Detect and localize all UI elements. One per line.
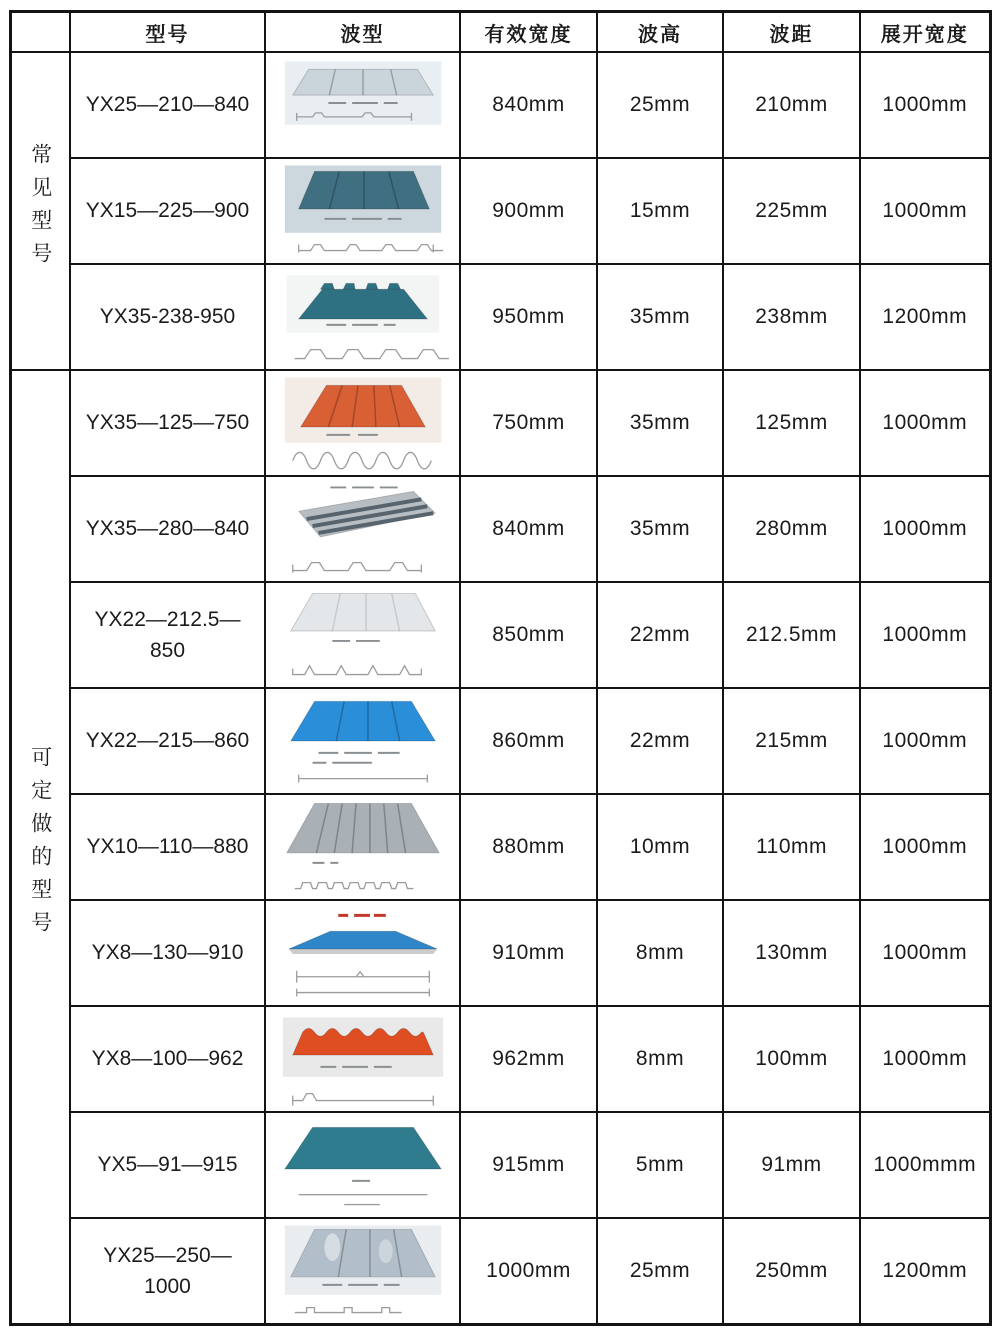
unfold-width-cell: 1000mm [860, 370, 990, 476]
wave-pitch-cell: 215mm [723, 688, 860, 794]
profile-image [269, 903, 457, 1003]
model-cell: YX22—215—860 [70, 688, 265, 794]
page [0, 10, 1000, 1338]
header-profile: 波型 [265, 12, 460, 53]
wave-height-cell: 10mm [597, 794, 723, 900]
unfold-width-cell: 1000mm [860, 688, 990, 794]
header-effective-width: 有效宽度 [460, 12, 597, 53]
table-row [10, 158, 990, 264]
panel-shine [324, 1233, 340, 1261]
unfold-width-cell: 1000mm [860, 52, 990, 158]
cross-section-drawing [292, 563, 421, 573]
profile-cell [265, 52, 460, 158]
model-cell: YX8—130—910 [70, 900, 265, 1006]
header-row [10, 12, 990, 53]
panel-shape [286, 803, 438, 852]
wave-height-cell: 25mm [597, 52, 723, 158]
group-label-custom [10, 370, 70, 1325]
unfold-width-cell: 1000mm [860, 476, 990, 582]
effective-width-cell: 840mm [460, 52, 597, 158]
model-cell: YX15—225—900 [70, 158, 265, 264]
profile-cell [265, 1218, 460, 1325]
effective-width-cell: 860mm [460, 688, 597, 794]
group-label-common [10, 52, 70, 370]
profile-image [269, 1221, 457, 1321]
cross-section-drawing [294, 1308, 401, 1313]
table-row [10, 582, 990, 688]
wave-height-cell: 25mm [597, 1218, 723, 1325]
cross-section-drawing [298, 775, 427, 783]
cross-section-drawing [292, 666, 421, 675]
cross-section-drawing [298, 245, 442, 253]
model-cell: YX25—250—1000 [70, 1218, 265, 1325]
wave-height-cell: 22mm [597, 582, 723, 688]
cross-section-drawing [298, 1195, 427, 1205]
panel-shape [290, 701, 434, 741]
panel-shape [290, 593, 434, 631]
panel-shape [298, 491, 435, 537]
table-row [10, 1112, 990, 1218]
wave-pitch-cell: 130mm [723, 900, 860, 1006]
header-unfold-width: 展开宽度 [860, 12, 990, 53]
cross-section-drawing [296, 971, 429, 997]
table-row [10, 688, 990, 794]
profile-cell [265, 688, 460, 794]
model-cell: YX5—91—915 [70, 1112, 265, 1218]
table-row [10, 1218, 990, 1325]
wave-pitch-cell: 210mm [723, 52, 860, 158]
header-group [10, 12, 70, 53]
header-model: 型号 [70, 12, 265, 53]
effective-width-cell: 880mm [460, 794, 597, 900]
wave-pitch-cell: 125mm [723, 370, 860, 476]
cross-section-drawing [292, 1094, 433, 1106]
effective-width-cell: 915mm [460, 1112, 597, 1218]
wave-height-cell: 8mm [597, 1006, 723, 1112]
profile-cell [265, 1112, 460, 1218]
panel-shape [284, 1127, 440, 1169]
profile-cell [265, 900, 460, 1006]
wave-height-cell: 22mm [597, 688, 723, 794]
wave-pitch-cell: 238mm [723, 264, 860, 370]
unfold-width-cell: 1000mm [860, 158, 990, 264]
profile-image [269, 797, 457, 897]
wave-height-cell: 8mm [597, 900, 723, 1006]
effective-width-cell: 962mm [460, 1006, 597, 1112]
wave-pitch-cell: 225mm [723, 158, 860, 264]
model-cell: YX35—125—750 [70, 370, 265, 476]
profile-cell [265, 794, 460, 900]
profile-image [269, 55, 457, 155]
effective-width-cell: 850mm [460, 582, 597, 688]
wave-pitch-cell: 91mm [723, 1112, 860, 1218]
caption-marks [312, 753, 399, 763]
profile-image [269, 691, 457, 791]
panel-shape [288, 931, 436, 949]
profile-image [269, 479, 457, 579]
effective-width-cell: 840mm [460, 476, 597, 582]
header-wave-pitch: 波距 [723, 12, 860, 53]
wave-height-cell: 35mm [597, 370, 723, 476]
table-row [10, 1006, 990, 1112]
unfold-width-cell: 1200mm [860, 264, 990, 370]
profile-cell [265, 582, 460, 688]
cross-section-drawing [294, 883, 413, 889]
model-cell: YX8—100—962 [70, 1006, 265, 1112]
profile-image [269, 585, 457, 685]
profile-image [269, 161, 457, 261]
wave-pitch-cell: 100mm [723, 1006, 860, 1112]
panel-underside [288, 949, 436, 954]
panel-shine [378, 1239, 392, 1263]
model-cell: YX35-238-950 [70, 264, 265, 370]
wave-height-cell: 35mm [597, 264, 723, 370]
panel-shape [290, 1229, 434, 1276]
table-row [10, 370, 990, 476]
wave-height-cell: 5mm [597, 1112, 723, 1218]
cross-section-drawing [292, 452, 431, 468]
table-row [10, 794, 990, 900]
wave-height-cell: 35mm [597, 476, 723, 582]
model-cell: YX10—110—880 [70, 794, 265, 900]
profile-image [269, 267, 457, 367]
profile-cell [265, 1006, 460, 1112]
model-cell: YX35—280—840 [70, 476, 265, 582]
profile-cell [265, 158, 460, 264]
unfold-width-cell: 1000mm [860, 1006, 990, 1112]
profile-cell [265, 476, 460, 582]
unfold-width-cell: 1000mm [860, 794, 990, 900]
cross-section-drawing [294, 350, 448, 359]
effective-width-cell: 910mm [460, 900, 597, 1006]
table-row [10, 52, 990, 158]
unfold-width-cell: 1000mm [860, 900, 990, 1006]
spec-table [9, 10, 992, 1326]
unfold-width-cell: 1000mm [860, 582, 990, 688]
profile-cell [265, 370, 460, 476]
table-row [10, 476, 990, 582]
wave-pitch-cell: 110mm [723, 794, 860, 900]
profile-cell [265, 264, 460, 370]
effective-width-cell: 1000mm [460, 1218, 597, 1325]
wave-pitch-cell: 250mm [723, 1218, 860, 1325]
unfold-width-cell: 1200mm [860, 1218, 990, 1325]
group-label-text: 可定做的型号 [28, 745, 52, 944]
wave-pitch-cell: 280mm [723, 476, 860, 582]
model-cell: YX22—212.5—850 [70, 582, 265, 688]
profile-image [269, 373, 457, 473]
effective-width-cell: 750mm [460, 370, 597, 476]
model-cell: YX25—210—840 [70, 52, 265, 158]
group-label-text: 常见型号 [28, 142, 52, 275]
header-wave-height: 波高 [597, 12, 723, 53]
table-row [10, 264, 990, 370]
wave-pitch-cell: 212.5mm [723, 582, 860, 688]
wave-height-cell: 15mm [597, 158, 723, 264]
unfold-width-cell: 1000mmm [860, 1112, 990, 1218]
profile-image [269, 1115, 457, 1215]
effective-width-cell: 900mm [460, 158, 597, 264]
effective-width-cell: 950mm [460, 264, 597, 370]
table-row [10, 900, 990, 1006]
profile-image [269, 1009, 457, 1109]
